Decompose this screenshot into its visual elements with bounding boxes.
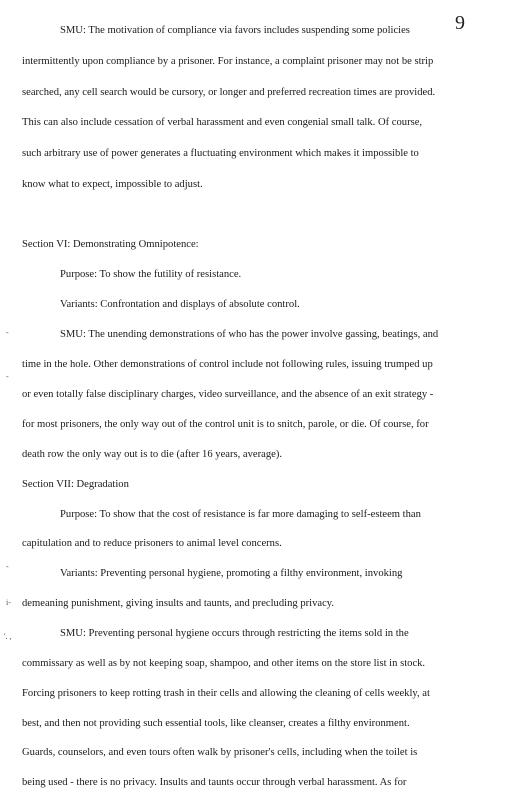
- margin-mark: -: [6, 372, 9, 381]
- text-line: SMU: Preventing personal hygiene occurs through restricting the items sold in the: [60, 628, 409, 639]
- text-line: This can also include cessation of verbal harassment and even congenial small talk. Of course,: [22, 117, 423, 128]
- margin-mark: -: [6, 562, 9, 571]
- section-heading: Section VI: Demonstrating Omnipotence:: [22, 239, 199, 250]
- text-line: being used - there is no privacy. Insults and taunts occur through verbal harassment. As for: [22, 777, 407, 788]
- text-line: Purpose: To show that the cost of resistance is far more damaging to self-esteem than: [60, 509, 421, 520]
- text-line: such arbitrary use of power generates a fluctuating environment which makes it impossible to: [22, 148, 419, 159]
- text-line: commissary as well as by not keeping soap, shampoo, and other items on the store list in stock.: [22, 658, 426, 669]
- text-line: know what to expect, impossible to adjust.: [22, 179, 203, 190]
- section-heading: Section VII: Degradation: [22, 479, 129, 490]
- text-line: Variants: Preventing personal hygiene, promoting a filthy environment, invoking: [60, 568, 403, 579]
- text-line: or even totally false disciplinary charges, video surveillance, and the absence of an exit strategy -: [22, 389, 434, 400]
- margin-mark: '. ,: [4, 632, 12, 641]
- text-line: for most prisoners, the only way out of the control unit is to snitch, parole, or die. Of course, for: [22, 419, 429, 430]
- margin-mark: i-: [6, 598, 11, 607]
- text-line: demeaning punishment, giving insults and taunts, and precluding privacy.: [22, 598, 335, 609]
- text-line: Guards, counselors, and even tours often walk by prisoner's cells, including when the toilet is: [22, 747, 418, 758]
- text-line: Forcing prisoners to keep rotting trash in their cells and allowing the cleaning of cells weekly, at: [22, 688, 430, 699]
- text-line: searched, any cell search would be cursory, or longer and preferred recreation times are provided.: [22, 87, 436, 98]
- margin-mark: -: [6, 328, 9, 337]
- text-line: Variants: Confrontation and displays of absolute control.: [60, 299, 300, 310]
- page-number: 9: [455, 12, 465, 34]
- text-line: SMU: The unending demonstrations of who has the power involve gassing, beatings, and: [60, 329, 439, 340]
- text-line: death row the only way out is to die (after 16 years, average).: [22, 449, 283, 460]
- text-line: time in the hole. Other demonstrations of control include not following rules, issuing trumped up: [22, 359, 433, 370]
- text-line: capitulation and to reduce prisoners to animal level concerns.: [22, 538, 282, 549]
- text-line: intermittently upon compliance by a prisoner. For instance, a complaint prisoner may not be strip: [22, 56, 434, 67]
- text-line: SMU: The motivation of compliance via favors includes suspending some policies: [60, 25, 410, 36]
- text-line: best, and then not providing such essential tools, like cleanser, creates a filthy environment.: [22, 718, 410, 729]
- text-line: Purpose: To show the futility of resistance.: [60, 269, 242, 280]
